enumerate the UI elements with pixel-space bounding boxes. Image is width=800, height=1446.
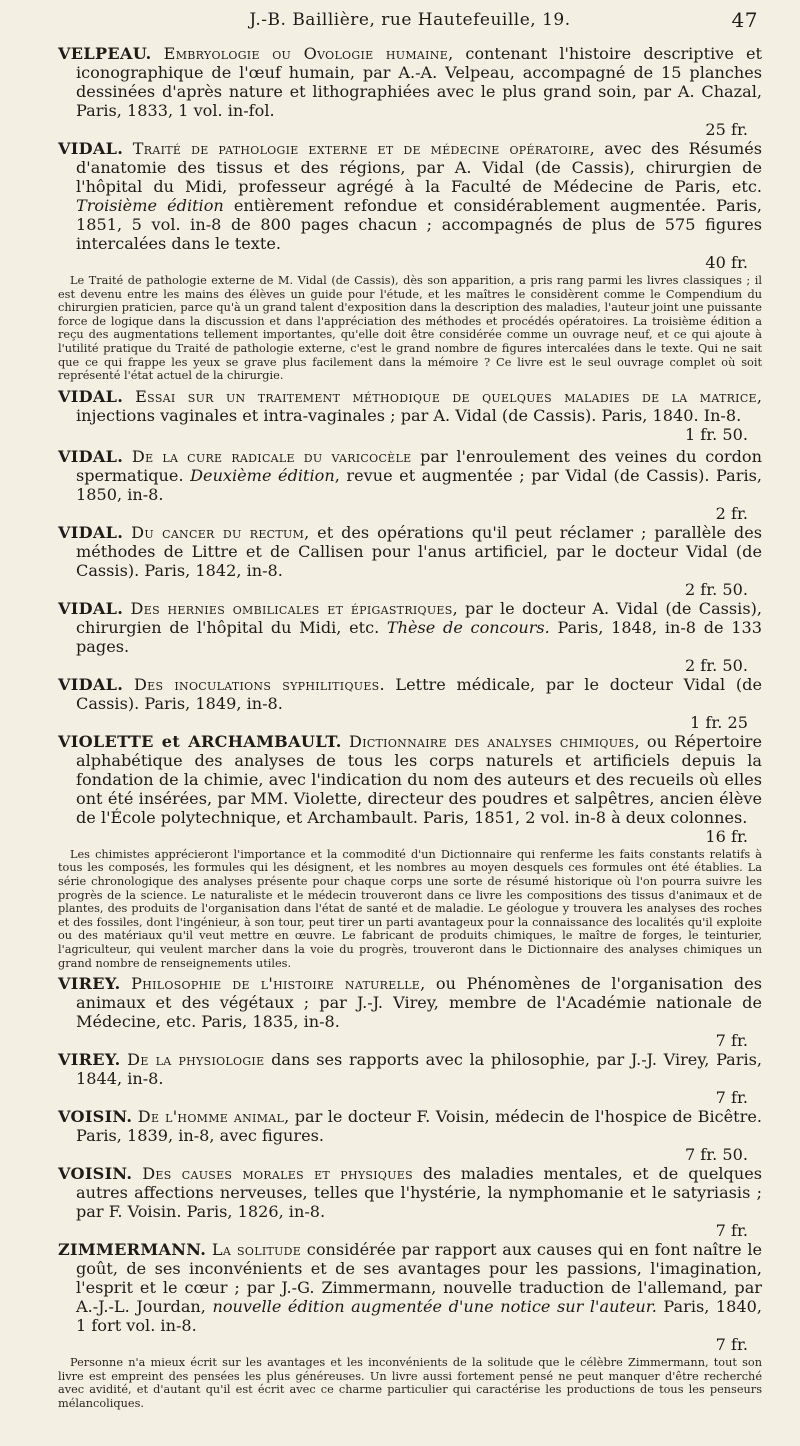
catalogue-entry — [58, 675, 762, 732]
catalogue-entry — [58, 387, 762, 444]
entry-text-after: Paris, 1840, 1 fort vol. in-8. — [76, 1297, 762, 1336]
entry-note: Les chimistes apprécieront l'importance et la commodité d'un Dictionnaire qui renferme les faits constants relatifs à tous les composés, les formules qui les désignent, et les nombres au moyen desquels ces formules ont été établies. La série chronologique des analyses présente pour chaque corps une sorte de résumé historique où l'on pourra suivre les progrès de la science. Le naturaliste et le médecin trouveront dans ce livre les compositions des tissus d'animaux et de plantes, des produits de l'organisation dans l'état de santé et de maladie. Le géologue y trouvera les analyses des roches et des fossiles, dont l'ingénieur, à son tour, peut tirer un parti avantageux pour la connaissance des localités qu'il exploite ou des matériaux qu'il veut mettre en œuvre. Le fabricant de produits chimiques, le maître de forges, le teinturier, l'agriculteur, qui veulent marcher dans la voie du progrès, trouveront dans le Dictionnaire des analyses chimiques un grand nombre de renseignements utiles. — [58, 847, 762, 970]
entry-title: Du cancer du rectum — [131, 522, 305, 542]
entry-author: VOISIN. — [58, 1164, 133, 1184]
entry-price: 7 fr. 50. — [684, 1145, 748, 1165]
catalogue-entry — [58, 599, 762, 675]
entry-text: par l'enroulement des veines du cordon spermatique. — [76, 446, 762, 485]
catalogue-entry — [58, 139, 762, 383]
entry-text: , et des opérations qu'il peut réclamer ; parallèle des méthodes de Littre et de Callisen pour l'anus artificiel, par le docteur Vidal (de Cassis). Paris, 1842, in-8. — [76, 522, 762, 580]
entry-text: , injections vaginales et intra-vaginales ; par A. Vidal (de Cassis). Paris, 1840. In-8. — [76, 386, 762, 425]
entry-text-italic: Troisième édition — [76, 196, 224, 215]
entry-text-italic: Deuxième édition — [190, 465, 335, 485]
catalogue-entry — [58, 44, 762, 139]
entry-price: 2 fr. 50. — [684, 655, 748, 675]
entry-price: 25 fr. — [705, 120, 748, 139]
entry-title: Des causes morales et physiques — [142, 1164, 413, 1184]
entry-title: Traité de pathologie externe et de médecine opératoire — [132, 139, 590, 158]
entry-price: 16 fr. — [705, 826, 748, 846]
entry-text: des maladies mentales, et de quelques autres affections nerveuses, telles que l'hystérie, la nymphomanie et le satyriasis ; par F. Voisin. Paris, 1826, in-8. — [76, 1164, 762, 1222]
entry-text-after: entièrement refondue et considérablement augmentée. Paris, 1851, 5 vol. in-8 de 800 pages chacun ; accompagnés de plus de 575 figures intercalées dans le texte. — [76, 196, 762, 253]
entry-text-italic: nouvelle édition augmentée d'une notice sur l'auteur. — [212, 1297, 657, 1317]
entry-text-after: Paris, 1848, in-8 de 133 pages. — [76, 617, 762, 656]
entry-text: , par le docteur F. Voisin, médecin de l'hospice de Bicêtre. Paris, 1839, in-8, avec figures. — [76, 1107, 762, 1146]
entry-title: Dictionnaire des analyses chimiques — [348, 731, 635, 751]
entry-author: VIDAL. — [58, 598, 124, 618]
entry-author: VELPEAU. — [58, 44, 152, 63]
catalogue-entry — [58, 1240, 762, 1410]
running-head — [58, 4, 762, 44]
catalogue-entry — [58, 447, 762, 523]
entry-title: Des inoculations syphilitiques — [133, 674, 380, 694]
entry-note: Le Traité de pathologie externe de M. Vidal (de Cassis), dès son apparition, a pris rang parmi les livres classiques ; il est devenu entre les mains des élèves un guide pour l'étude, et les maîtres le considèrent comme le Compendium du chirurgien praticien, parce qu'à un grand talent d'exposition dans la description des maladies, l'auteur joint une puissante force de logique dans la discussion et dans l'appréciation des méthodes et procédés opératoires. La troisième édition a reçu des augmentations tellement importantes, qu'elle doit être considérée comme un ouvrage neuf, et ce qui ajoute à l'utilité pratique du Traité de pathologie externe, c'est le grand nombre de figures intercalées dans le texte. Qui ne sait que ce qui frappe les yeux se grave plus facilement dans la mémoire ? Ce livre est le seul ouvrage complet où soit représenté l'état actuel de la chirurgie. — [58, 274, 762, 383]
entry-note: Personne n'a mieux écrit sur les avantages et les inconvénients de la solitude que le célèbre Zimmermann, tout son livre est empreint des pensées les plus généreuses. Un livre aussi fortement pensé ne peut manquer d'être recherché avec avidité, et d'autant qu'il est écrit avec ce charme particulier qui caractérise les productions de tous les penseurs mélancoliques. — [58, 1356, 762, 1410]
entry-price: 2 fr. — [715, 503, 748, 523]
catalogue-entry — [58, 1107, 762, 1164]
entry-price: 7 fr. — [715, 1221, 748, 1241]
entry-title: La solitude — [211, 1240, 302, 1260]
entry-text: dans ses rapports avec la philosophie, par J.-J. Virey, Paris, 1844, in-8. — [76, 1050, 762, 1089]
entry-price: 2 fr. 50. — [684, 579, 748, 599]
entry-text: , par le docteur A. Vidal (de Cassis), chirurgien de l'hôpital du Midi, etc. — [76, 598, 762, 637]
entry-text: , ou Répertoire alphabétique des analyses de tous les corps naturels et artificiels depuis la fondation de la chimie, avec l'indication du nom des auteurs et des recueils où elles ont été insérées, par MM. Violette, directeur des poudres et salpêtres, ancien élève de l'École polytechnique, et Archambault. Paris, 1851, 2 vol. in-8 à deux colonnes. — [76, 731, 762, 827]
catalogue-entry — [58, 1050, 762, 1107]
entry-title: De l'homme animal — [137, 1107, 285, 1127]
entry-title: Essai sur un traitement méthodique de quelques maladies de la matrice — [135, 386, 757, 406]
entry-author: VIREY. — [58, 974, 121, 994]
entry-text: , avec des Résumés d'anatomie des tissus et des régions, par A. Vidal (de Cassis), chirurgien de l'hôpital du Midi, professeur agrégé à la Faculté de Médecine de Paris, etc. — [76, 139, 762, 196]
entry-title: Philosophie de l'histoire naturelle — [131, 974, 421, 994]
entry-text-after: , revue et augmentée ; par Vidal (de Cassis). Paris, 1850, in-8. — [76, 465, 762, 504]
entry-text: , ou Phénomènes de l'organisation des animaux et des végétaux ; par J.-J. Virey, membre de l'Académie nationale de Médecine, etc. Paris, 1835, in-8. — [76, 974, 762, 1032]
entry-price: 1 fr. 50. — [684, 424, 748, 444]
entry-price: 40 fr. — [705, 253, 748, 272]
entry-author: VIDAL. — [58, 139, 124, 158]
entry-price: 7 fr. — [715, 1335, 748, 1355]
entry-author: VIDAL. — [58, 674, 124, 694]
entry-text: , contenant l'histoire descriptive et iconographique de l'œuf humain, par A.-A. Velpeau, accompagné de 15 planches dessinées d'après nature et lithographiées avec le plus grand soin, par A. Chazal, Paris, 1833, 1 vol. in-fol. — [76, 44, 762, 120]
entry-author: VIDAL. — [58, 386, 124, 406]
entry-title: De la physiologie — [127, 1050, 265, 1070]
entry-price: 7 fr. — [715, 1088, 748, 1108]
entry-author: VIOLETTE et ARCHAMBAULT. — [58, 731, 342, 751]
entry-title: Embryologie ou Ovologie humaine — [163, 44, 449, 63]
entry-price: 7 fr. — [715, 1031, 748, 1051]
running-title: J.-B. Baillière, rue Hautefeuille, 19. — [249, 10, 571, 30]
entry-text: . Lettre médicale, par le docteur Vidal (de Cassis). Paris, 1849, in-8. — [76, 674, 762, 713]
entry-author: ZIMMERMANN. — [58, 1240, 207, 1260]
entry-title: Des hernies ombilicales et épigastriques — [130, 598, 453, 618]
catalogue-entry — [58, 1164, 762, 1240]
entry-price: 1 fr. 25 — [690, 712, 748, 732]
entry-author: VOISIN. — [58, 1107, 133, 1127]
entry-author: VIDAL. — [58, 446, 124, 466]
catalogue-entry — [58, 974, 762, 1050]
entry-text-italic: Thèse de concours. — [386, 617, 550, 637]
entry-author: VIREY. — [58, 1050, 121, 1070]
catalogue-entry — [58, 523, 762, 599]
page-number: 47 — [731, 8, 758, 32]
catalogue-entry — [58, 732, 762, 970]
entry-author: VIDAL. — [58, 522, 124, 542]
entry-text: considérée par rapport aux causes qui en font naître le goût, de ses inconvénients et de ses avantages pour les passions, l'imagination, l'esprit et le cœur ; par J.-G. Zimmermann, nouvelle traduction de l'allemand, par A.-J.-L. Jourdan, — [76, 1240, 762, 1317]
entry-title: De la cure radicale du varicocèle — [131, 446, 412, 466]
